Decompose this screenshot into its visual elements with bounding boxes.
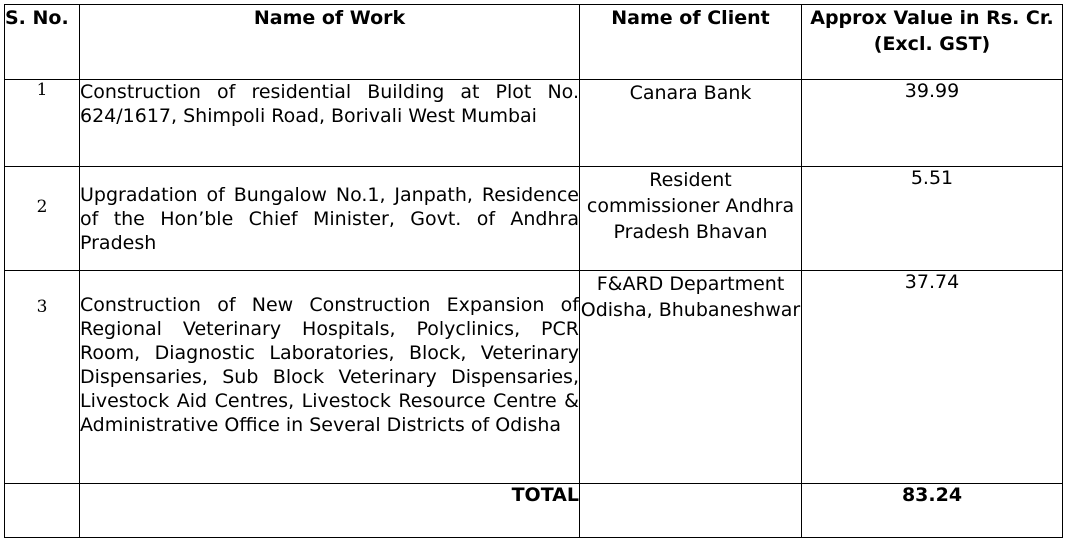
- total-row: [5, 484, 1063, 538]
- row-name-of-work: Construction of residential Building at Plot No. 624/1617, Shimpoli Road, Borivali West Mumbai: [80, 80, 580, 167]
- table-row: [5, 271, 1063, 484]
- header-name-of-work: Name of Work: [80, 5, 580, 80]
- table-header-row: [5, 5, 1063, 80]
- row-client: Canara Bank: [580, 80, 802, 167]
- row-name-of-work: Construction of New Construction Expansion of Regional Veterinary Hospitals, Polyclinics, PCR Room, Diagnostic Laboratories, Block, Veterinary Dispensaries, Sub Block Veterinary Dispensaries, Livestock Aid Centres, Livestock Resource Centre & Administrative Office in Several Districts of Odisha: [80, 271, 580, 484]
- header-sno: S. No.: [5, 5, 80, 80]
- row-client: Resident commissioner Andhra Pradesh Bhavan: [580, 167, 802, 271]
- total-empty-client-cell: [580, 484, 802, 538]
- total-empty-cell: [5, 484, 80, 538]
- total-label: TOTAL: [80, 484, 580, 538]
- row-client: F&ARD Department Odisha, Bhubaneshwar: [580, 271, 802, 484]
- row-value: 39.99: [802, 80, 1063, 167]
- row-value: 37.74: [802, 271, 1063, 484]
- row-sno: 2: [5, 167, 80, 271]
- table-row: [5, 80, 1063, 167]
- header-approx-value: Approx Value in Rs. Cr. (Excl. GST): [802, 5, 1063, 80]
- row-sno: 1: [5, 80, 80, 167]
- table-row: [5, 167, 1063, 271]
- total-value: 83.24: [802, 484, 1063, 538]
- header-name-of-client: Name of Client: [580, 5, 802, 80]
- works-table: [4, 4, 1063, 538]
- row-value: 5.51: [802, 167, 1063, 271]
- row-name-of-work: Upgradation of Bungalow No.1, Janpath, Residence of the Hon’ble Chief Minister, Govt. of Andhra Pradesh: [80, 167, 580, 271]
- row-sno: 3: [5, 271, 80, 484]
